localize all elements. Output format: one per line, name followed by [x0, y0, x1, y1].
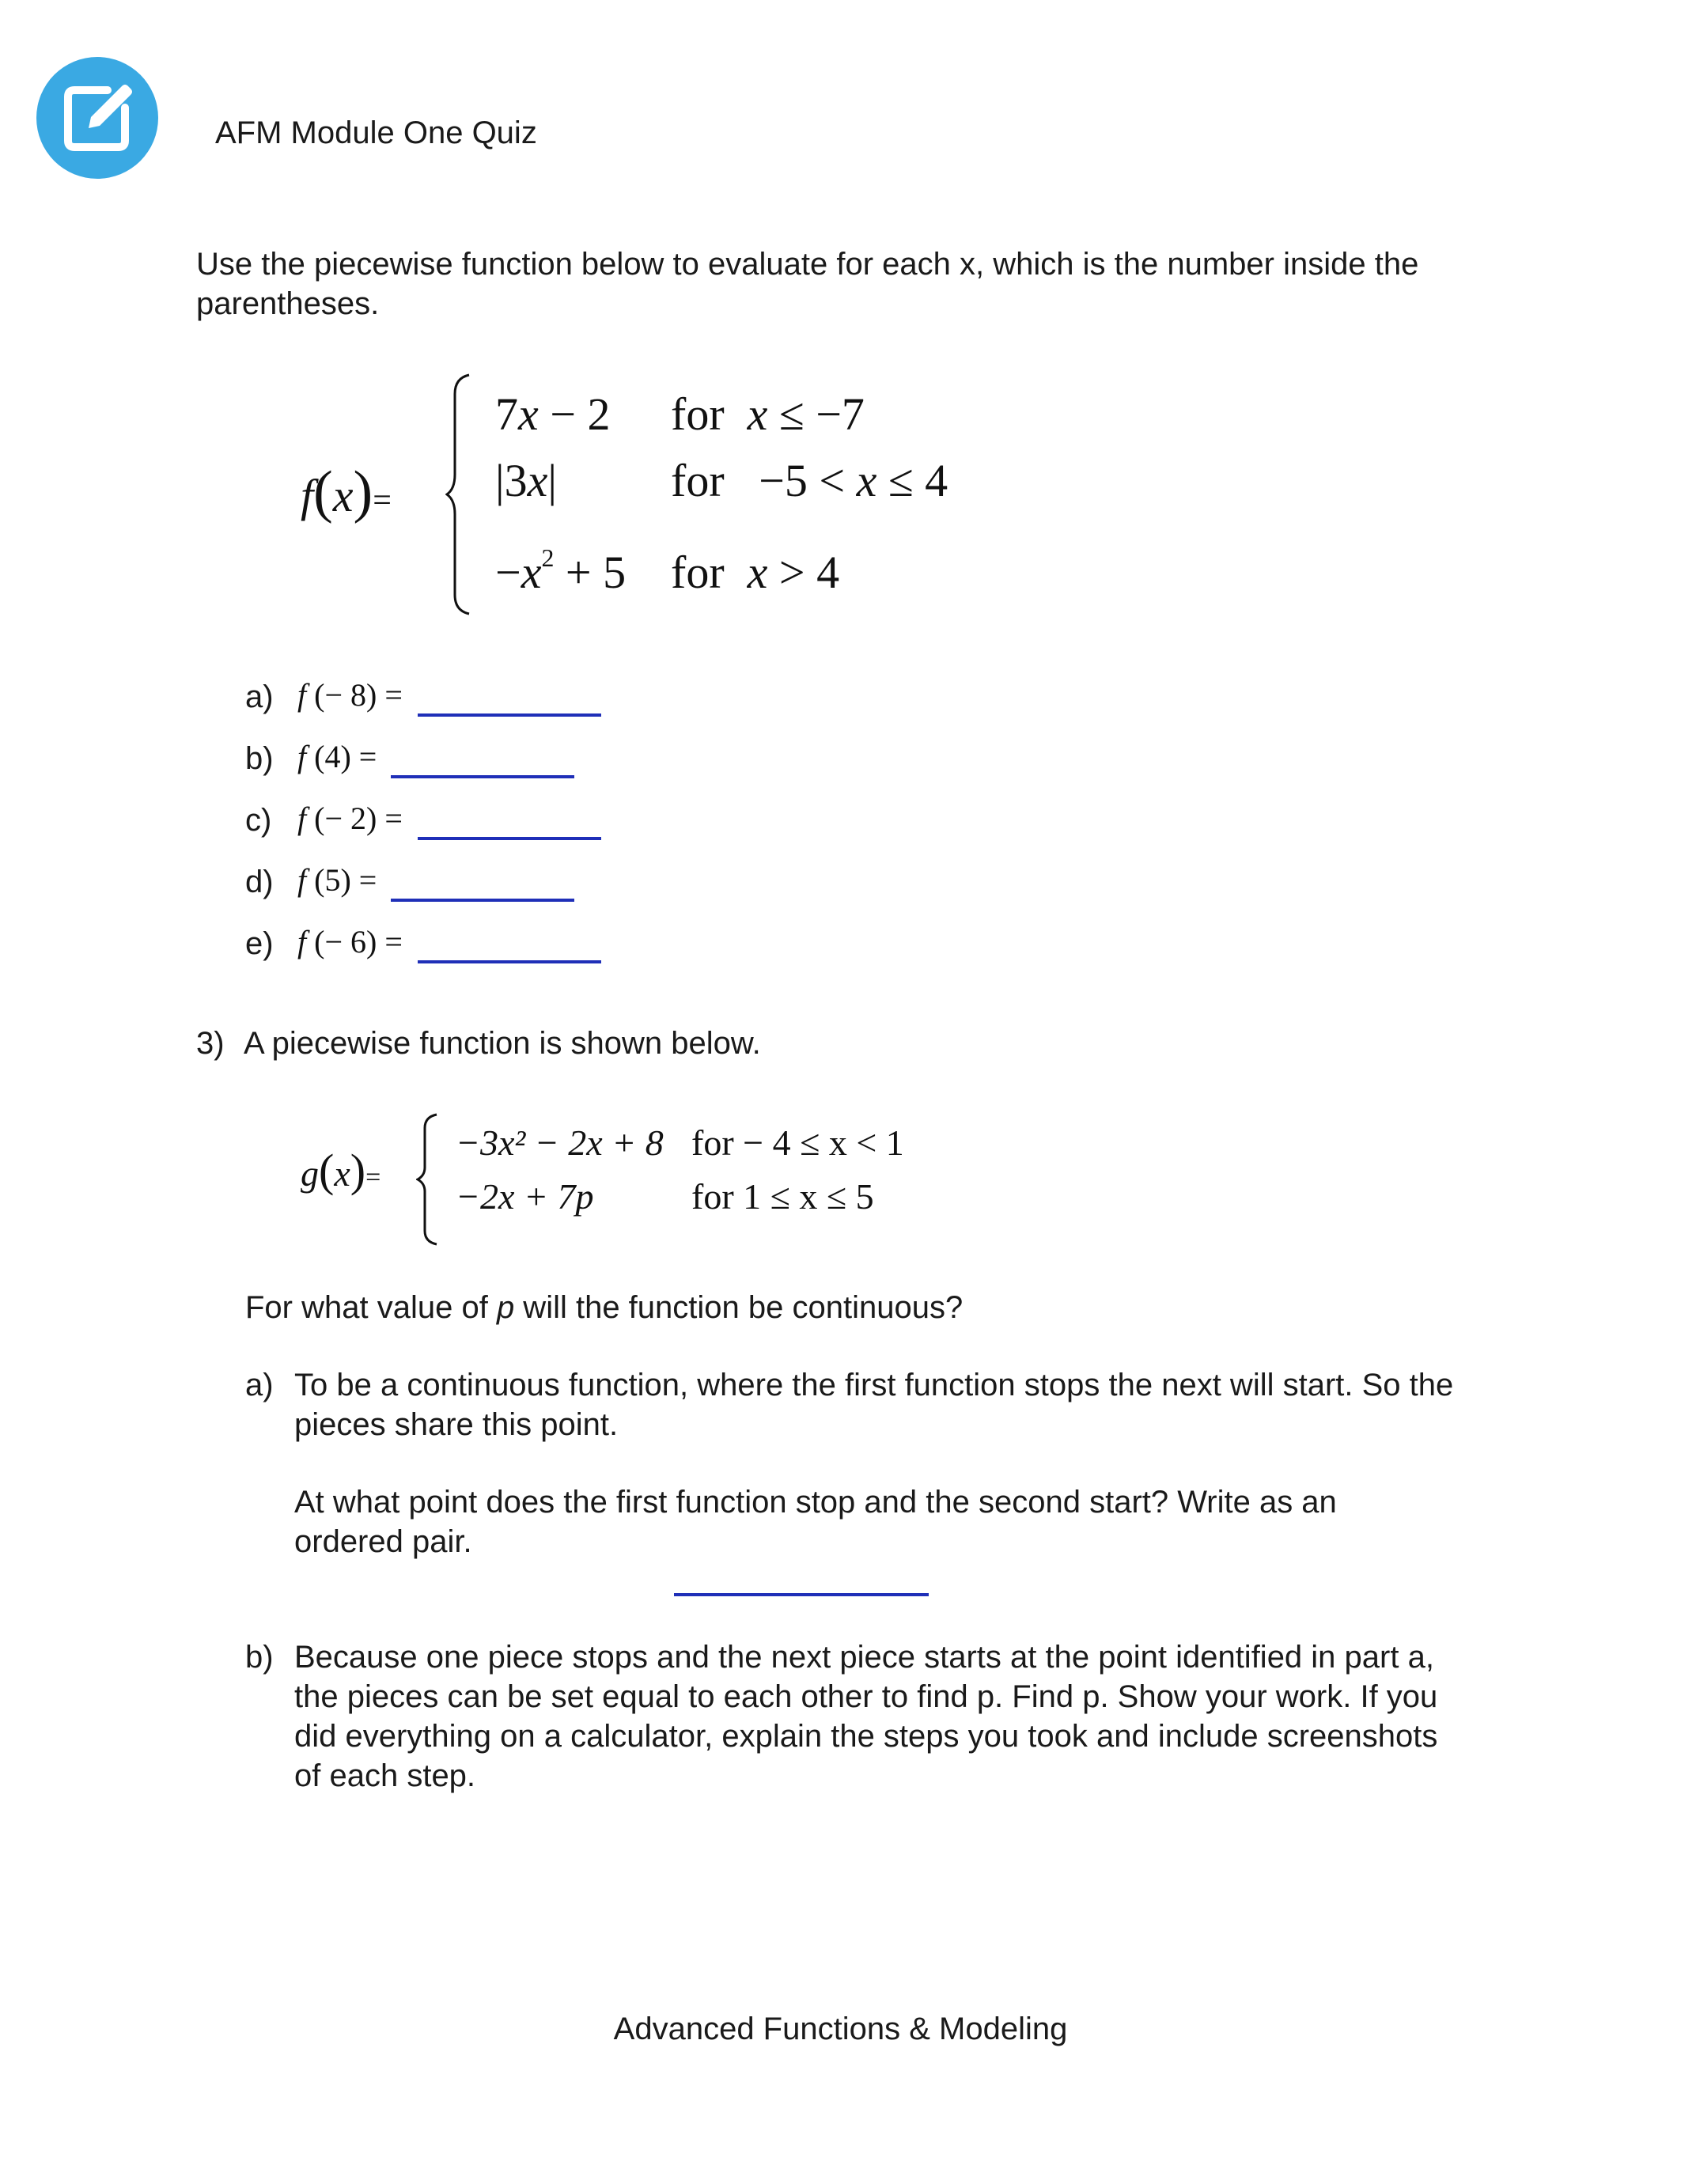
- answer-blank-b[interactable]: [391, 775, 574, 778]
- question-e-expr: f (− 6) =: [297, 924, 403, 960]
- g-lhs: g(x)=: [301, 1145, 381, 1196]
- question-b-expr: f (4) =: [297, 739, 377, 774]
- question-c-label: c): [245, 803, 272, 838]
- f-piece-3-cond: for x > 4: [671, 547, 840, 598]
- page-title: AFM Module One Quiz: [215, 115, 537, 150]
- part-a-text1: To be a continuous function, where the first function stops the next will start. So the pieces share this point.: [294, 1368, 1454, 1442]
- f-piece-3-expr: $-x^2 + 5$: [495, 543, 627, 598]
- footer-text: Advanced Functions & Modeling: [613, 2012, 1068, 2046]
- answer-blank-ordered-pair[interactable]: [674, 1593, 929, 1596]
- part-a-text2: At what point does the first function stop and the second start? Write as an ordered pair.: [294, 1485, 1337, 1559]
- part-b-text: Because one piece stops and the next piece starts at the point identified in part a, the pieces can be set equal to each other to find p. Find p. Show your work. If you did everything on a calculator, explain the steps you took and include screenshots of each step.: [294, 1640, 1438, 1793]
- question-3-prompt: A piecewise function is shown below.: [244, 1026, 761, 1061]
- question-e-label: e): [245, 926, 274, 961]
- piecewise-function-g: [301, 1107, 1013, 1250]
- question-a-label: a): [245, 679, 274, 714]
- left-brace-g: [416, 1112, 443, 1247]
- part-a-label: a): [245, 1368, 274, 1402]
- intro-text: Use the piecewise function below to evaluate for each x, which is the number inside the parentheses.: [196, 247, 1419, 321]
- question-d-label: d): [245, 865, 274, 899]
- answer-blank-d[interactable]: [391, 899, 574, 902]
- continuity-question: For what value of p will the function be continuous?: [245, 1290, 964, 1325]
- f-piece-1-expr: 7x − 2: [495, 388, 611, 440]
- f-piece-2-cond: for −5 < x ≤ 4: [671, 455, 948, 506]
- f-piece-2-expr: |3x|: [495, 455, 557, 506]
- f-piece-1-cond: for x ≤ −7: [671, 388, 865, 440]
- g-piece-1-cond: for − 4 ≤ x < 1: [691, 1122, 904, 1163]
- edit-square-icon: [35, 55, 160, 180]
- f-lhs: f(x)=: [301, 460, 392, 524]
- part-b-label: b): [245, 1640, 274, 1675]
- piecewise-function-f: [301, 372, 1013, 625]
- question-d-expr: f (5) =: [297, 862, 377, 898]
- answer-blank-c[interactable]: [418, 837, 601, 840]
- g-piece-2-cond: for 1 ≤ x ≤ 5: [691, 1176, 874, 1217]
- g-piece-2-expr: −2x + 7p: [456, 1176, 594, 1217]
- left-brace: [445, 372, 477, 617]
- header: [0, 0, 1681, 190]
- g-piece-1-expr: −3x² − 2x + 8: [456, 1122, 664, 1163]
- answer-blank-a[interactable]: [418, 713, 601, 717]
- answer-blank-e[interactable]: [418, 960, 601, 963]
- question-b-label: b): [245, 741, 274, 776]
- question-a-expr: f (− 8) =: [297, 677, 403, 713]
- question-3-number: 3): [196, 1026, 225, 1061]
- question-c-expr: f (− 2) =: [297, 801, 403, 836]
